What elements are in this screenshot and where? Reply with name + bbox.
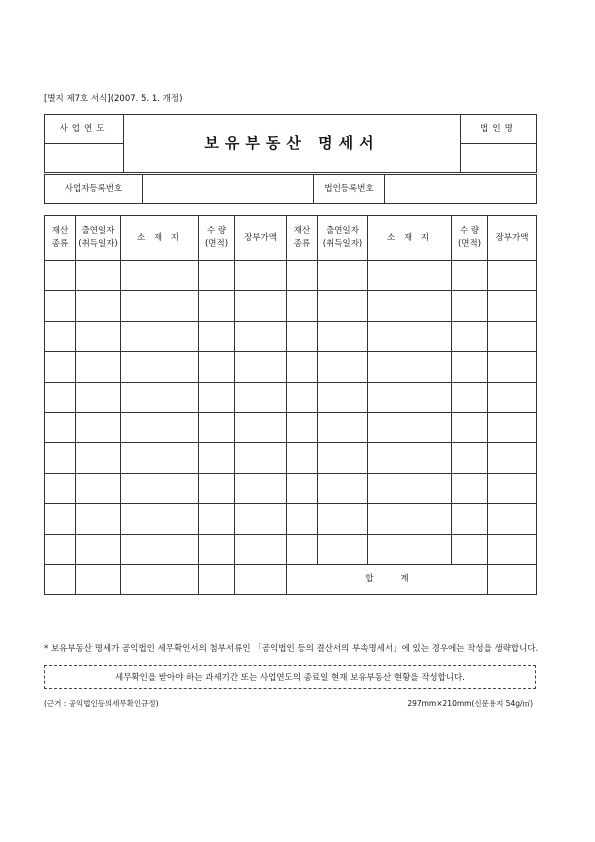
table-cell[interactable] — [368, 291, 452, 321]
col-book-value: 장부가액 — [488, 216, 537, 261]
col-quantity: 수 량 (면적) — [452, 216, 488, 261]
form-number: [별지 제7호 서식](2007. 5. 1. 개정) — [44, 94, 183, 104]
table-cell[interactable] — [368, 382, 452, 412]
table-cell[interactable] — [368, 352, 452, 382]
table-cell[interactable] — [318, 534, 368, 564]
table-cell[interactable] — [45, 321, 76, 351]
table-cell[interactable] — [318, 504, 368, 534]
col-location: 소 재 지 — [121, 216, 199, 261]
instruction-box — [44, 665, 536, 689]
table-row — [45, 382, 537, 412]
table-cell[interactable] — [488, 564, 537, 594]
table-cell[interactable] — [76, 412, 121, 442]
table-cell[interactable] — [287, 352, 318, 382]
table-cell[interactable] — [76, 291, 121, 321]
table-cell[interactable] — [235, 291, 287, 321]
table-cell[interactable] — [488, 291, 537, 321]
table-cell[interactable] — [452, 504, 488, 534]
table-cell[interactable] — [287, 412, 318, 442]
table-cell[interactable] — [235, 504, 287, 534]
table-cell[interactable] — [287, 261, 318, 291]
table-cell[interactable] — [235, 473, 287, 503]
table-cell[interactable] — [452, 443, 488, 473]
table-cell[interactable] — [121, 504, 199, 534]
table-cell[interactable] — [318, 352, 368, 382]
table-cell[interactable] — [121, 443, 199, 473]
table-cell[interactable] — [368, 504, 452, 534]
table-cell[interactable] — [488, 352, 537, 382]
table-cell[interactable] — [235, 412, 287, 442]
table-cell[interactable] — [318, 291, 368, 321]
legal-basis: (근거 : 공익법인등의세무확인규정) — [44, 699, 159, 708]
table-cell[interactable] — [368, 473, 452, 503]
col-asset-type: 재산 종류 — [45, 216, 76, 261]
business-year-label: 사업연도 — [45, 115, 124, 144]
table-cell[interactable] — [368, 412, 452, 442]
table-cell[interactable] — [287, 382, 318, 412]
table-cell[interactable] — [368, 261, 452, 291]
table-cell[interactable] — [452, 412, 488, 442]
table-cell[interactable] — [121, 321, 199, 351]
instruction-text: 세무확인을 받아야 하는 과세기간 또는 사업연도의 종료일 현재 보유부동산 현황을 작성합니다. — [115, 673, 465, 683]
table-cell[interactable] — [45, 443, 76, 473]
corp-name-label: 법인명 — [461, 115, 537, 144]
table-cell[interactable] — [318, 382, 368, 412]
table-cell[interactable] — [235, 261, 287, 291]
table-cell[interactable] — [235, 534, 287, 564]
table-cell[interactable] — [488, 382, 537, 412]
property-list-table — [44, 215, 537, 595]
table-cell[interactable] — [452, 352, 488, 382]
table-row — [45, 261, 537, 291]
table-cell[interactable] — [368, 443, 452, 473]
header-table — [44, 114, 537, 173]
table-cell[interactable] — [318, 412, 368, 442]
corp-name-field[interactable] — [461, 144, 537, 173]
col-asset-type: 재산 종류 — [287, 216, 318, 261]
table-cell[interactable] — [488, 443, 537, 473]
col-contribution-date: 출연일자 (취득일자) — [76, 216, 121, 261]
table-cell[interactable] — [235, 382, 287, 412]
table-cell[interactable] — [318, 321, 368, 351]
table-cell[interactable] — [76, 534, 121, 564]
business-year-field[interactable] — [45, 144, 124, 173]
table-cell[interactable] — [121, 473, 199, 503]
table-cell[interactable] — [199, 382, 235, 412]
table-cell[interactable] — [199, 473, 235, 503]
table-cell[interactable] — [287, 321, 318, 351]
table-cell[interactable] — [76, 321, 121, 351]
table-row — [45, 443, 537, 473]
table-cell[interactable] — [287, 504, 318, 534]
table-cell[interactable] — [235, 443, 287, 473]
table-cell[interactable] — [121, 382, 199, 412]
table-cell[interactable] — [76, 261, 121, 291]
table-row — [45, 564, 537, 594]
table-row — [45, 534, 537, 564]
table-cell[interactable] — [199, 412, 235, 442]
table-cell[interactable] — [488, 504, 537, 534]
table-cell[interactable] — [452, 534, 488, 564]
table-row — [45, 473, 537, 503]
col-location: 소 재 지 — [368, 216, 452, 261]
table-cell[interactable] — [121, 291, 199, 321]
corp-reg-label: 법인등록번호 — [314, 175, 385, 204]
table-cell[interactable] — [76, 504, 121, 534]
table-cell[interactable] — [45, 261, 76, 291]
table-cell[interactable] — [199, 352, 235, 382]
table-cell[interactable] — [452, 291, 488, 321]
table-cell[interactable] — [199, 534, 235, 564]
table-cell[interactable] — [235, 352, 287, 382]
table-cell[interactable] — [199, 564, 235, 594]
col-book-value: 장부가액 — [235, 216, 287, 261]
table-cell[interactable] — [488, 534, 537, 564]
table-row — [45, 504, 537, 534]
table-row — [45, 412, 537, 442]
table-cell[interactable] — [452, 382, 488, 412]
table-cell[interactable] — [368, 321, 452, 351]
table-row — [45, 321, 537, 351]
table-cell[interactable] — [45, 412, 76, 442]
table-cell[interactable] — [368, 534, 452, 564]
total-label: 합 계 — [287, 564, 488, 594]
table-cell[interactable] — [45, 534, 76, 564]
table-cell[interactable] — [452, 261, 488, 291]
table-cell[interactable] — [488, 412, 537, 442]
col-quantity: 수 량 (면적) — [199, 216, 235, 261]
business-reg-label: 사업자등록번호 — [45, 175, 143, 204]
table-cell[interactable] — [199, 261, 235, 291]
table-cell[interactable] — [318, 473, 368, 503]
table-cell[interactable] — [45, 473, 76, 503]
table-cell[interactable] — [235, 564, 287, 594]
table-cell[interactable] — [488, 321, 537, 351]
table-cell[interactable] — [287, 291, 318, 321]
table-cell[interactable] — [452, 473, 488, 503]
table-cell[interactable] — [318, 443, 368, 473]
table-cell[interactable] — [76, 382, 121, 412]
table-cell[interactable] — [76, 473, 121, 503]
table-cell[interactable] — [76, 443, 121, 473]
table-cell[interactable] — [199, 291, 235, 321]
table-row — [45, 291, 537, 321]
footnote: * 보유부동산 명세가 공익법인 세무확인서의 첨부서류인 「공익법인 등의 결산서의 부속명세서」에 있는 경우에는 작성을 생략합니다. — [44, 644, 539, 654]
table-row — [45, 352, 537, 382]
table-cell[interactable] — [121, 352, 199, 382]
table-cell[interactable] — [45, 291, 76, 321]
table-cell[interactable] — [45, 382, 76, 412]
paper-spec: 297mm×210mm(신문용지 54g/㎡) — [407, 699, 533, 708]
table-cell[interactable] — [121, 564, 199, 594]
table-cell[interactable] — [199, 443, 235, 473]
table-cell[interactable] — [287, 443, 318, 473]
table-cell[interactable] — [45, 564, 76, 594]
table-cell[interactable] — [121, 534, 199, 564]
table-cell[interactable] — [287, 473, 318, 503]
business-reg-field[interactable] — [143, 175, 314, 204]
table-cell[interactable] — [121, 261, 199, 291]
table-cell[interactable] — [45, 504, 76, 534]
table-cell[interactable] — [318, 261, 368, 291]
table-cell[interactable] — [76, 564, 121, 594]
table-cell[interactable] — [488, 261, 537, 291]
table-cell[interactable] — [199, 504, 235, 534]
table-cell[interactable] — [121, 412, 199, 442]
form-title: 보유부동산 명세서 — [124, 115, 461, 173]
table-cell[interactable] — [76, 352, 121, 382]
registration-table — [44, 174, 537, 204]
table-cell[interactable] — [45, 352, 76, 382]
corp-reg-field[interactable] — [385, 175, 537, 204]
table-cell[interactable] — [199, 321, 235, 351]
table-cell[interactable] — [452, 321, 488, 351]
col-contribution-date: 출연일자 (취득일자) — [318, 216, 368, 261]
table-cell[interactable] — [488, 473, 537, 503]
table-cell[interactable] — [235, 321, 287, 351]
table-cell[interactable] — [287, 534, 318, 564]
